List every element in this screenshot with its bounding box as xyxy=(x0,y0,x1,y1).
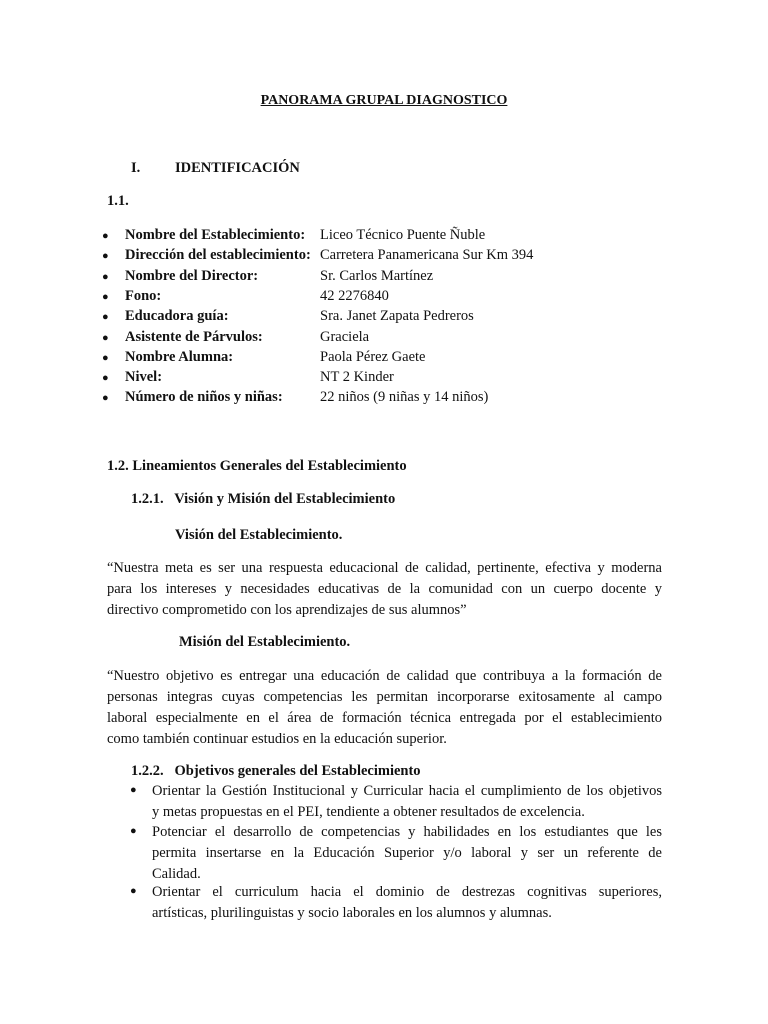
identification-label: Número de niños y niñas: xyxy=(125,389,283,406)
identification-label: Nivel: xyxy=(125,369,163,386)
identification-value: Paola Pérez Gaete xyxy=(320,348,426,365)
objective-line: Orientar el curriculum hacia el dominio de destrezas cognitivas superiores, xyxy=(152,884,662,900)
bullet-icon: ● xyxy=(102,351,109,364)
bullet-icon: ● xyxy=(130,885,137,897)
identification-label: Nombre del Establecimiento: xyxy=(125,227,306,243)
objective-line: y metas propuestas en el PEI, tendiente a obtener resultados de excelencia. xyxy=(152,804,585,820)
objective-line: Potenciar el desarrollo de competencias y habilidades en los estudiantes que les xyxy=(152,824,662,840)
identification-value: 22 niños (9 niñas y 14 niños) xyxy=(320,389,489,406)
objective-item xyxy=(152,781,662,823)
identification-value: 42 2276840 xyxy=(320,287,389,304)
vision-paragraph xyxy=(107,558,662,621)
vision-line: directivo comprometido con los aprendizajes de sus alumnos” xyxy=(107,602,467,618)
identification-label: Educadora guía: xyxy=(125,308,229,325)
vision-line: “Nuestra meta es ser una respuesta educacional de calidad, pertinente, efectiva y moderna xyxy=(107,560,662,576)
bullet-icon: ● xyxy=(102,250,109,263)
section-heading: IDENTIFICACIÓN xyxy=(175,160,300,176)
mision-paragraph xyxy=(107,666,662,750)
identification-value: Liceo Técnico Puente Ñuble xyxy=(320,227,486,243)
identification-value: Sra. Janet Zapata Pedreros xyxy=(320,308,474,325)
identification-value: Carretera Panamericana Sur Km 394 xyxy=(320,247,534,264)
page-title: PANORAMA GRUPAL DIAGNOSTICO xyxy=(260,93,508,108)
objective-item xyxy=(152,882,662,924)
mision-heading: Misión del Establecimiento. xyxy=(179,634,351,650)
identification-label: Asistente de Párvulos: xyxy=(125,328,263,345)
mision-line: personas integras cuyas competencias les permitan incorporarse exitosamente al campo xyxy=(107,689,662,705)
objective-line: artísticas, plurilinguistas y socio laborales en los alumnos y alumnas. xyxy=(152,905,552,921)
bullet-icon: ● xyxy=(102,372,109,385)
vision-heading: Visión del Establecimiento. xyxy=(175,527,343,543)
bullet-icon: ● xyxy=(130,784,137,796)
identification-value: NT 2 Kinder xyxy=(320,369,394,386)
objective-line: Calidad. xyxy=(152,866,201,882)
identification-label: Fono: xyxy=(125,287,162,304)
mision-line: laboral especialmente en el área de formación técnica entregada por el establecimiento xyxy=(107,710,662,726)
mision-line: “Nuestro objetivo es entregar una educación de calidad que contribuya a la formación de xyxy=(107,668,662,684)
bullet-icon: ● xyxy=(130,825,137,837)
identification-label: Nombre Alumna: xyxy=(125,348,234,365)
objective-line: permita insertarse en la Educación Superior y/o laboral y ser un referente de xyxy=(152,845,662,861)
section-number: I. xyxy=(131,160,141,176)
section-heading-1-2-1: 1.2.1. Visión y Misión del Establecimiento xyxy=(131,491,396,507)
identification-value: Graciela xyxy=(320,328,370,345)
objective-line: Orientar la Gestión Institucional y Curricular hacia el cumplimiento de los objetivos xyxy=(152,783,662,799)
bullet-icon: ● xyxy=(102,392,109,405)
bullet-icon: ● xyxy=(102,331,109,344)
bullet-icon: ● xyxy=(102,270,109,283)
objective-item xyxy=(152,822,662,885)
bullet-icon: ● xyxy=(102,230,109,242)
identification-label: Nombre del Director: xyxy=(125,267,259,284)
section-heading-1-2: 1.2. Lineamientos Generales del Establecimiento xyxy=(107,458,407,474)
identification-label: Dirección del establecimiento: xyxy=(125,247,311,264)
vision-line: para los intereses y necesidades educativas de la comunidad con un cuerpo docente y xyxy=(107,581,662,597)
bullet-icon: ● xyxy=(102,290,109,303)
section-heading-1-2-2: 1.2.2. Objetivos generales del Establecimiento xyxy=(131,763,421,779)
bullet-icon: ● xyxy=(102,311,109,324)
mision-line: como también continuar estudios en la educación superior. xyxy=(107,731,447,747)
identification-value: Sr. Carlos Martínez xyxy=(320,267,434,284)
subsection-number: 1.1. xyxy=(107,193,129,209)
